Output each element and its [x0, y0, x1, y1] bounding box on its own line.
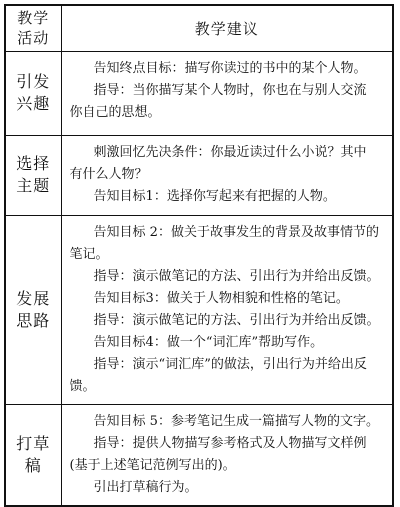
suggestion-line: 告知目标 2：做关于故事发生的背景及故事情节的: [93, 224, 379, 240]
suggestion-cell: [61, 135, 393, 215]
suggestion-line: (基于上述笔记范例写出的)。: [69, 457, 236, 473]
suggestion-line: 引出打草稿行为。: [93, 479, 198, 495]
activity-cell: 打草 稿: [5, 404, 61, 506]
suggestion-line: 笔记。: [69, 246, 109, 262]
suggestion-line: 告知目标3：做关于人物相貌和性格的笔记。: [93, 290, 349, 306]
teaching-plan-table: [4, 4, 394, 507]
suggestion-line: 有什么人物？: [69, 166, 148, 182]
header-row: [5, 5, 393, 51]
suggestion-line: 告知目标 5：参考笔记生成一篇描写人物的文字。: [93, 413, 379, 429]
suggestion-line: 指导：当你描写某个人物时，你也在与别人交流: [93, 82, 367, 98]
table-row: [5, 135, 393, 215]
suggestion-line: 告知终点目标：描写你读过的书中的某个人物。: [93, 60, 367, 76]
table-row: [5, 404, 393, 506]
suggestion-line: 你自己的思想。: [69, 104, 161, 120]
suggestion-line: 指导：演示做笔记的方法、引出行为并给出反馈。: [93, 312, 380, 328]
header-activity: 教学 活动: [5, 5, 61, 51]
activity-cell: 选择 主题: [5, 135, 61, 215]
suggestion-cell: [61, 404, 393, 506]
suggestion-line: 告知目标1：选择你写起来有把握的人物。: [93, 188, 336, 204]
suggestion-cell: [61, 215, 393, 404]
activity-cell: 发展 思路: [5, 215, 61, 404]
suggestion-line: 指导：演示“词汇库”的做法，引出行为并给出反馈。: [69, 356, 367, 394]
suggestion-cell: [61, 51, 393, 135]
table-row: [5, 51, 393, 135]
activity-cell: 引发 兴趣: [5, 51, 61, 135]
header-suggestion: 教学建议: [61, 5, 393, 51]
suggestion-line: 刺激回忆先决条件：你最近读过什么小说？其中: [93, 144, 367, 160]
suggestion-line: 指导：演示做笔记的方法、引出行为并给出反馈。: [93, 268, 380, 284]
suggestion-line: 指导：提供人物描写参考格式及人物描写文样例: [93, 435, 367, 451]
table-row: [5, 215, 393, 404]
suggestion-line: 告知目标4：做一个“词汇库”帮助写作。: [93, 334, 324, 350]
